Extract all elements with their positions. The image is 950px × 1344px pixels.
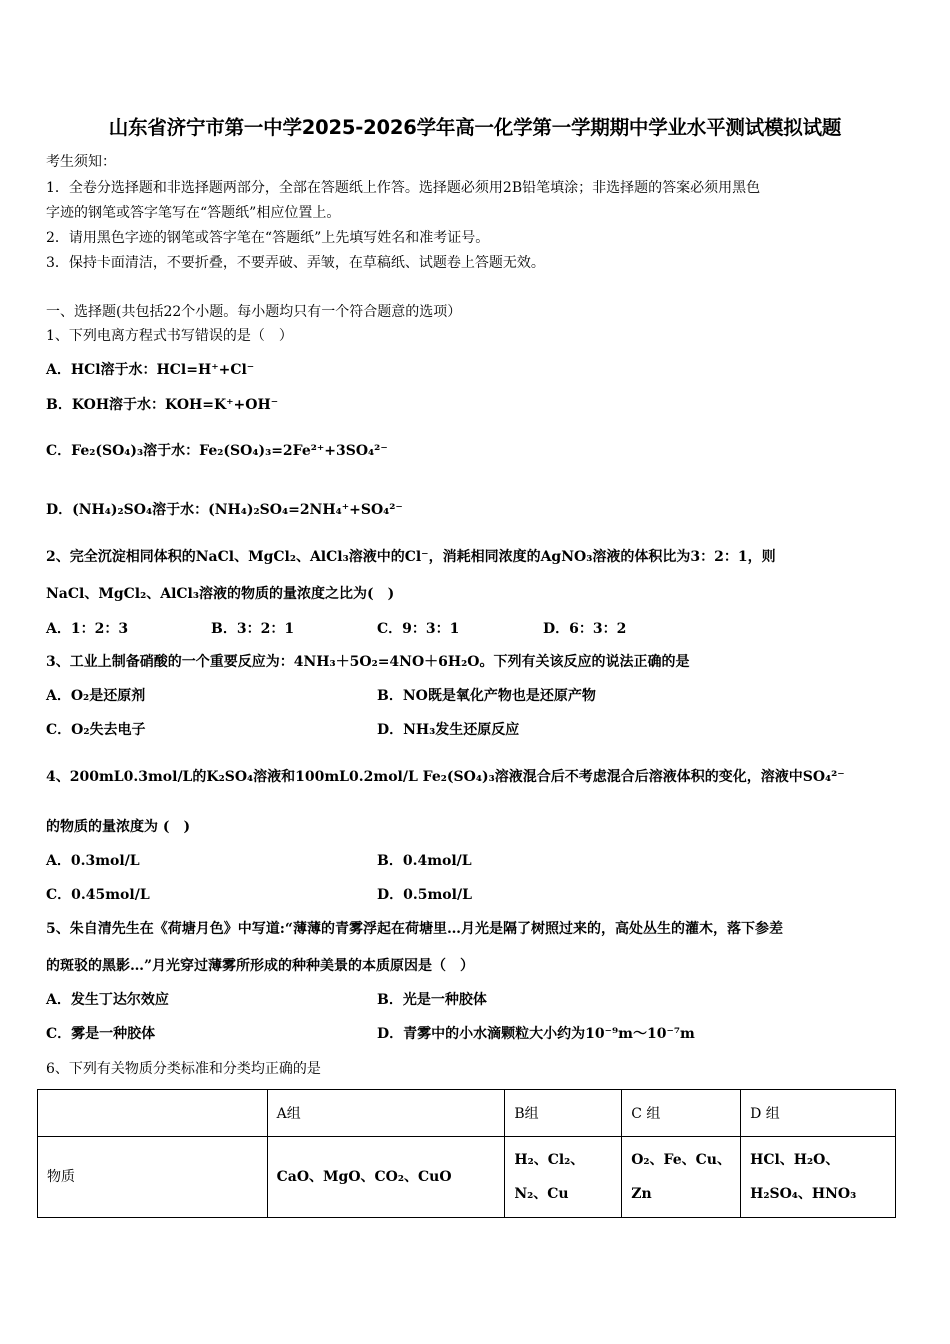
table-header-cell: A组 [267,1090,505,1137]
q2-option-d: D．6：3：2 [543,621,627,637]
q5-stem-line2: 的斑驳的黑影…”月光穿过薄雾所形成的种种美景的本质原因是（ ） [46,958,475,974]
notice-line-1a: 1．全卷分选择题和非选择题两部分，全部在答题纸上作答。选择题必须用2B铅笔填涂；非选择题的答案必须用黑色 [46,180,761,196]
q5-stem-line1: 5、朱自清先生在《荷塘月色》中写道:“薄薄的青雾浮起在荷塘里…月光是隔了树照过来的，高处丛生的灌木，落下参差 [46,921,783,937]
table-header-row [38,1090,896,1137]
q2-stem-line1: 2、完全沉淀相同体积的NaCl、MgCl₂、AlCl₃溶液中的Cl⁻，消耗相同浓度的AgNO₃溶液的体积比为3：2：1，则 [46,549,776,565]
q1-option-d: D．(NH₄)₂SO₄溶于水：(NH₄)₂SO₄=2NH₄⁺+SO₄²⁻ [46,502,403,518]
q1-option-c: C．Fe₂(SO₄)₃溶于水：Fe₂(SO₄)₃=2Fe²⁺+3SO₄²⁻ [46,443,388,459]
table-cell: HCl、H₂O、H₂SO₄、HNO₃ [741,1137,896,1218]
q4-stem-line1: 4、200mL0.3mol/L的K₂SO₄溶液和100mL0.2mol/L Fe₂(SO₄)₃溶液混合后不考虑混合后溶液体积的变化，溶液中SO₄²⁻ [46,769,845,785]
q5-option-a: A．发生丁达尔效应 [46,992,169,1008]
q3-option-a: A．O₂是还原剂 [46,688,146,704]
classification-table [37,1089,896,1218]
table-cell: CaO、MgO、CO₂、CuO [267,1137,505,1218]
table-header-cell: D 组 [741,1090,896,1137]
q2-option-b: B．3：2：1 [211,621,295,637]
q3-stem: 3、工业上制备硝酸的一个重要反应为：4NH₃＋5O₂=4NO＋6H₂O。下列有关该反应的说法正确的是 [46,654,690,670]
q1-option-a: A．HCl溶于水：HCl=H⁺+Cl⁻ [46,362,255,378]
q3-option-b: B．NO既是氧化产物也是还原产物 [377,688,596,704]
q6-stem: 6、下列有关物质分类标准和分类均正确的是 [46,1061,321,1077]
table-header-cell: B组 [505,1090,622,1137]
table-header-cell [38,1090,268,1137]
q3-option-d: D．NH₃发生还原反应 [377,722,520,738]
q4-option-b: B．0.4mol/L [377,853,472,869]
table-cell: O₂、Fe、Cu、Zn [622,1137,741,1218]
q4-option-c: C．0.45mol/L [46,887,150,903]
q2-option-c: C．9：3：1 [377,621,460,637]
notice-line-2: 2．请用黑色字迹的钢笔或答字笔在“答题纸”上先填写姓名和准考证号。 [46,230,490,246]
section-heading: 一、选择题(共包括22个小题。每小题均只有一个符合题意的选项） [46,304,462,320]
q4-option-d: D．0.5mol/L [377,887,472,903]
q5-option-c: C．雾是一种胶体 [46,1026,156,1042]
q4-option-a: A．0.3mol/L [46,853,140,869]
q2-stem-line2: NaCl、MgCl₂、AlCl₃溶液的物质的量浓度之比为( ) [46,586,395,602]
notice-line-1b: 字迹的钢笔或答字笔写在“答题纸”相应位置上。 [46,205,341,221]
table-row-label: 物质 [38,1137,268,1218]
q5-option-b: B．光是一种胶体 [377,992,487,1008]
q4-stem-line2: 的物质的量浓度为 ( ) [46,819,191,835]
table-header-cell: C 组 [622,1090,741,1137]
page-title: 山东省济宁市第一中学2025-2026学年高一化学第一学期期中学业水平测试模拟试题 [108,116,842,139]
table-row [38,1137,896,1218]
notice-line-3: 3．保持卡面清洁，不要折叠，不要弄破、弄皱，在草稿纸、试题卷上答题无效。 [46,255,545,271]
q5-option-d: D．青雾中的小水滴颗粒大小约为10⁻⁹m～10⁻⁷m [377,1026,695,1042]
q2-option-a: A．1：2：3 [46,621,129,637]
table-cell: H₂、Cl₂、N₂、Cu [505,1137,622,1218]
q1-option-b: B．KOH溶于水：KOH=K⁺+OH⁻ [46,397,279,413]
notice-heading: 考生须知： [46,154,116,170]
q3-option-c: C．O₂失去电子 [46,722,146,738]
q1-stem: 1、下列电离方程式书写错误的是（ ） [46,328,293,344]
